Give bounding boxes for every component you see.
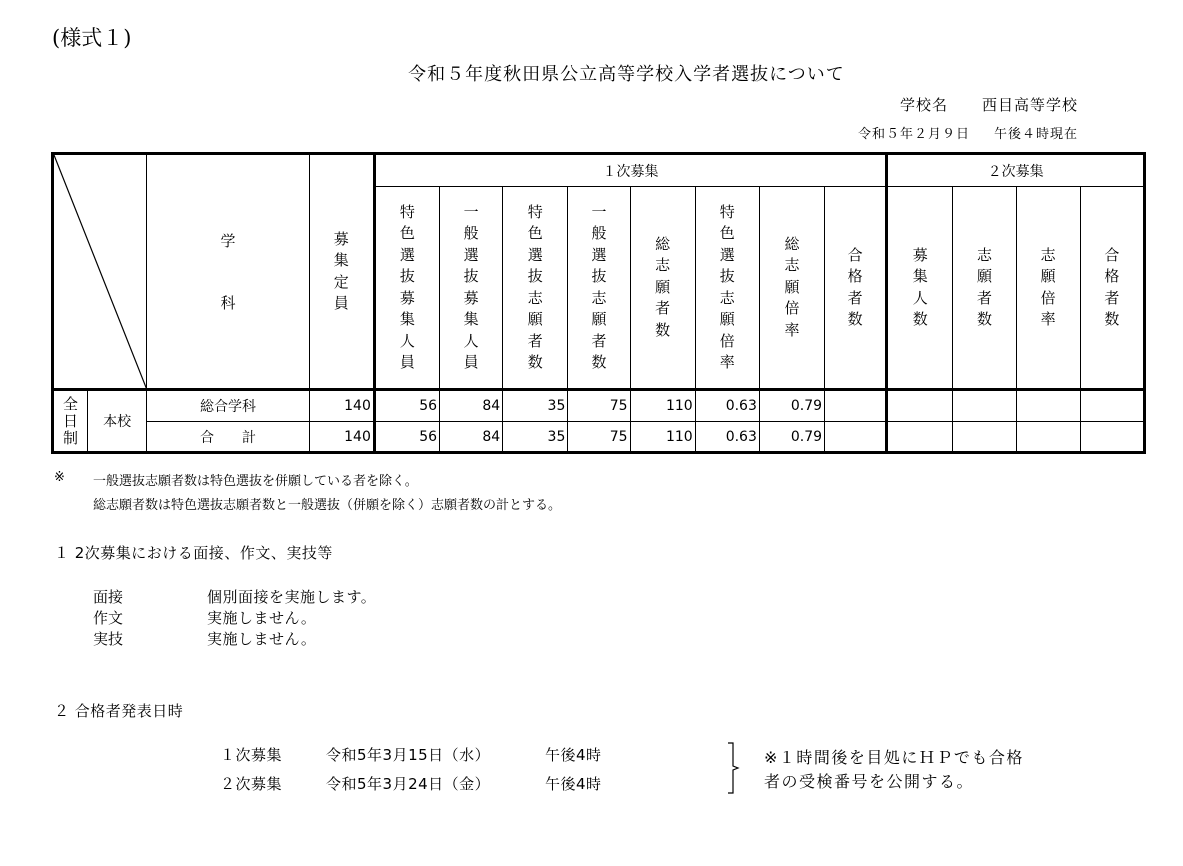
second-round-time: 午後4時 bbox=[545, 775, 602, 793]
col-header-total-ratio: 総志願倍率 bbox=[759, 187, 824, 390]
value-cell: 84 bbox=[440, 390, 503, 422]
segment-cell: 全日制 bbox=[53, 390, 88, 453]
value-cell: 35 bbox=[503, 422, 568, 453]
col-header-special-quota: 特色選抜募集人員 bbox=[374, 187, 439, 390]
capacity-header: 募集定員 bbox=[309, 154, 374, 390]
first-round-time: 午後4時 bbox=[545, 746, 602, 764]
value-cell bbox=[1016, 422, 1080, 453]
table-row bbox=[53, 422, 1145, 453]
as-of-time: 午後４時現在 bbox=[993, 127, 1078, 142]
essay-value: 実施しません。 bbox=[207, 609, 317, 627]
page-title: 令和５年度秋田県公立高等学校入学者選抜について bbox=[408, 64, 845, 85]
diagonal-line bbox=[54, 155, 146, 388]
value-cell: 110 bbox=[630, 422, 695, 453]
col-header-second-ratio: 志願倍率 bbox=[1016, 187, 1080, 390]
value-cell: 75 bbox=[568, 422, 630, 453]
value-cell: 0.79 bbox=[759, 390, 824, 422]
col-header-total-applicants: 総志願者数 bbox=[630, 187, 695, 390]
value-cell bbox=[887, 390, 953, 422]
subject-header-char-1: 学 bbox=[220, 231, 236, 250]
applicant-table bbox=[51, 152, 1146, 454]
note-line-2: 総志願者数は特色選抜志願者数と一般選抜（併願を除く）志願者数の計とする。 bbox=[93, 498, 562, 513]
capacity-cell: 140 bbox=[309, 422, 374, 453]
value-cell bbox=[887, 422, 953, 453]
total-label-cell: 合 計 bbox=[147, 422, 309, 453]
first-round-date: 令和5年3月15日（水） bbox=[326, 746, 491, 764]
col-header-passed-first: 合格者数 bbox=[825, 187, 887, 390]
right-bracket-icon bbox=[726, 742, 740, 794]
announcement-note-line-1: ※１時間後を目処にＨＰでも合格 bbox=[764, 748, 1024, 767]
value-cell bbox=[1080, 390, 1144, 422]
value-cell bbox=[825, 390, 887, 422]
second-round-header: ２次募集 bbox=[887, 154, 1145, 187]
section1-heading: １ 2次募集における面接、作文、実技等 bbox=[54, 544, 333, 562]
col-header-special-ratio: 特色選抜志願倍率 bbox=[695, 187, 759, 390]
col-header-second-quota: 募集人数 bbox=[887, 187, 953, 390]
interview-label: 面接 bbox=[93, 588, 124, 606]
value-cell: 0.63 bbox=[695, 390, 759, 422]
table-row bbox=[53, 390, 1145, 422]
col-header-second-applicants: 志願者数 bbox=[953, 187, 1016, 390]
second-round-date: 令和5年3月24日（金） bbox=[326, 775, 491, 793]
value-cell: 35 bbox=[503, 390, 568, 422]
value-cell: 84 bbox=[440, 422, 503, 453]
first-round-header: １次募集 bbox=[374, 154, 886, 187]
col-header-passed-second: 合格者数 bbox=[1080, 187, 1144, 390]
practical-label: 実技 bbox=[93, 630, 124, 648]
value-cell bbox=[1080, 422, 1144, 453]
interview-value: 個別面接を実施します。 bbox=[207, 588, 377, 606]
essay-label: 作文 bbox=[93, 609, 124, 627]
as-of-date: 令和５年２月９日 bbox=[857, 127, 970, 142]
as-of-info bbox=[858, 123, 1078, 142]
announcement-note-line-2: 者の受検番号を公開する。 bbox=[764, 772, 975, 791]
capacity-cell: 140 bbox=[309, 390, 374, 422]
note-line-1: 一般選抜志願者数は特色選抜を併願している者を除く。 bbox=[93, 474, 418, 489]
diagonal-header-cell bbox=[53, 154, 147, 390]
value-cell bbox=[953, 422, 1016, 453]
campus-cell: 本校 bbox=[88, 390, 147, 453]
value-cell: 75 bbox=[568, 390, 630, 422]
col-header-general-quota: 一般選抜募集人員 bbox=[440, 187, 503, 390]
value-cell bbox=[953, 390, 1016, 422]
subject-header-char-2: 科 bbox=[220, 293, 236, 312]
value-cell: 110 bbox=[630, 390, 695, 422]
first-round-label: １次募集 bbox=[220, 746, 283, 764]
second-round-label: ２次募集 bbox=[220, 775, 283, 793]
value-cell: 56 bbox=[374, 422, 439, 453]
value-cell bbox=[825, 422, 887, 453]
form-label: (様式１) bbox=[52, 26, 132, 50]
school-info bbox=[900, 94, 1078, 115]
school-name: 西目高等学校 bbox=[981, 96, 1078, 114]
value-cell: 0.79 bbox=[759, 422, 824, 453]
practical-value: 実施しません。 bbox=[207, 630, 317, 648]
subject-header bbox=[147, 154, 309, 390]
school-label: 学校名 bbox=[899, 96, 948, 114]
value-cell bbox=[1016, 390, 1080, 422]
value-cell: 0.63 bbox=[695, 422, 759, 453]
note-mark: ※ bbox=[54, 470, 65, 485]
value-cell: 56 bbox=[374, 390, 439, 422]
section2-heading: ２ 合格者発表日時 bbox=[54, 702, 184, 720]
subject-cell: 総合学科 bbox=[147, 390, 309, 422]
col-header-special-applicants: 特色選抜志願者数 bbox=[503, 187, 568, 390]
col-header-general-applicants: 一般選抜志願者数 bbox=[568, 187, 630, 390]
